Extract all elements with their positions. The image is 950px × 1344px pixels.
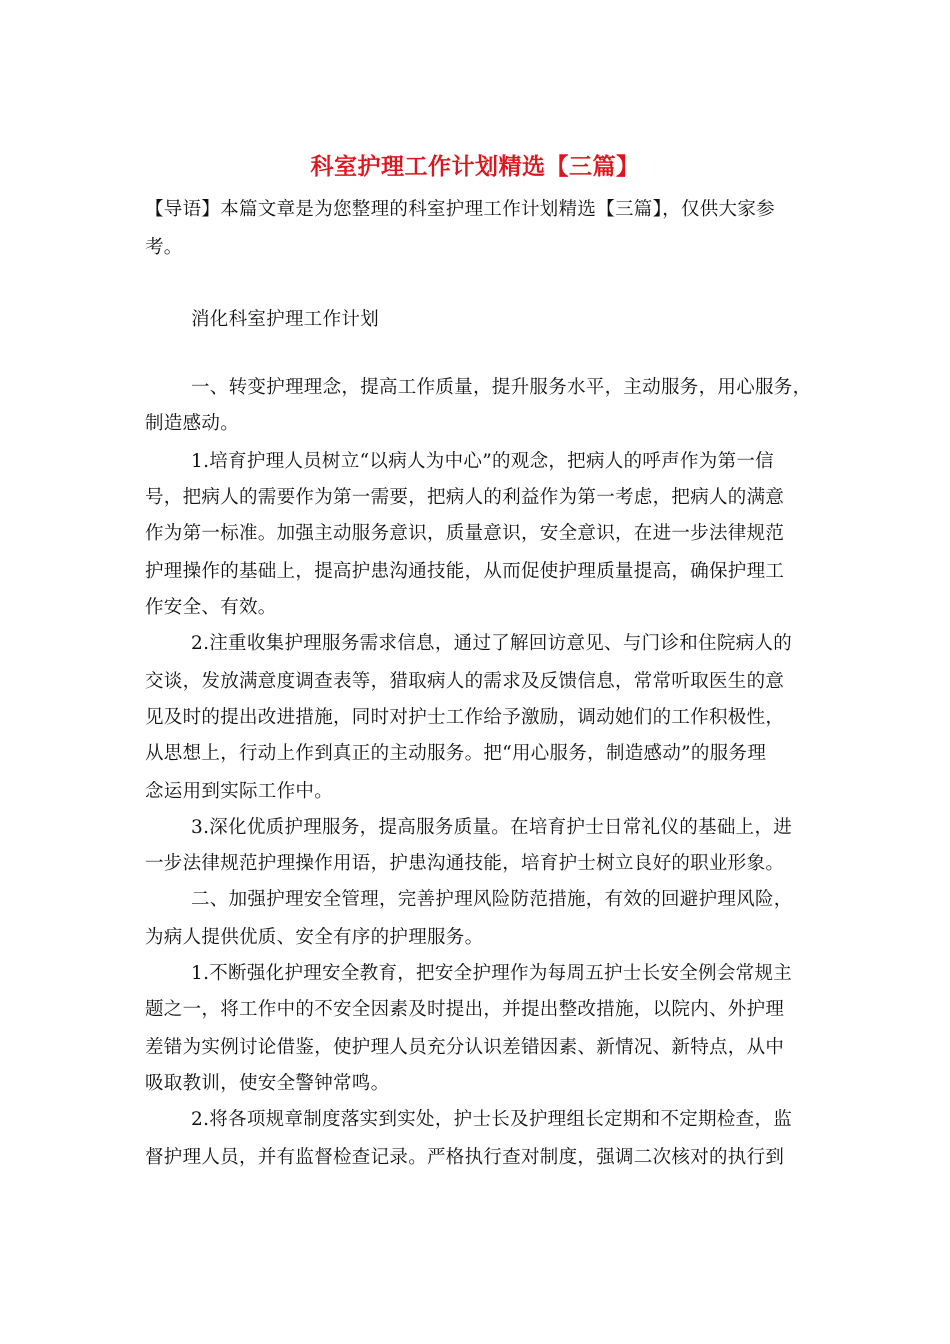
paragraph-line: 交谈，发放满意度调查表等，猎取病人的需求及反馈信息，常常听取医生的意 xyxy=(145,671,785,692)
paragraph-line: 一、转变护理理念，提高工作质量，提升服务水平，主动服务，用心服务， xyxy=(191,377,812,398)
paragraph-line: 1.培育护理人员树立“以病人为中心”的观念，把病人的呼声作为第一信 xyxy=(191,451,774,472)
intro-line-1: 【导语】本篇文章是为您整理的科室护理工作计划精选【三篇】，仅供大家参 xyxy=(145,199,775,220)
paragraph-line: 2.将各项规章制度落实到实处，护士长及护理组长定期和不定期检查，监 xyxy=(191,1109,793,1130)
paragraph-line: 护理操作的基础上，提高护患沟通技能，从而促使护理质量提高，确保护理工 xyxy=(145,561,785,582)
document-title: 科室护理工作计划精选【三篇】 xyxy=(310,153,640,180)
paragraph-line: 作为第一标准。加强主动服务意识，质量意识，安全意识，在进一步法律规范 xyxy=(145,523,785,544)
paragraph-line: 督护理人员，并有监督检查记录。严格执行查对制度，强调二次核对的执行到 xyxy=(145,1147,785,1168)
paragraph-line: 3.深化优质护理服务，提高服务质量。在培育护士日常礼仪的基础上，进 xyxy=(191,817,793,838)
intro-line-2: 考。 xyxy=(145,237,183,258)
paragraph-line: 1.不断强化护理安全教育，把安全护理作为每周五护士长安全例会常规主 xyxy=(191,963,793,984)
paragraph-line: 号，把病人的需要作为第一需要，把病人的利益作为第一考虑，把病人的满意 xyxy=(145,487,785,508)
paragraph-line: 差错为实例讨论借鉴，使护理人员充分认识差错因素、新情况、新特点，从中 xyxy=(145,1037,785,1058)
paragraph-line: 为病人提供优质、安全有序的护理服务。 xyxy=(145,927,484,948)
paragraph-line: 念运用到实际工作中。 xyxy=(145,781,334,802)
paragraph-line: 二、加强护理安全管理，完善护理风险防范措施，有效的回避护理风险， xyxy=(191,889,793,910)
paragraph-line: 一步法律规范护理操作用语，护患沟通技能，培育护士树立良好的职业形象。 xyxy=(145,853,785,874)
paragraph-line: 制造感动。 xyxy=(145,413,240,434)
paragraph-line: 吸取教训，使安全警钟常鸣。 xyxy=(145,1073,390,1094)
paragraph-line: 作安全、有效。 xyxy=(145,597,277,618)
section-heading: 消化科室护理工作计划 xyxy=(191,309,380,330)
paragraph-line: 2.注重收集护理服务需求信息，通过了解回访意见、与门诊和住院病人的 xyxy=(191,633,793,654)
paragraph-line: 题之一，将工作中的不安全因素及时提出，并提出整改措施，以院内、外护理 xyxy=(145,999,785,1020)
paragraph-line: 见及时的提出改进措施，同时对护士工作给予激励，调动她们的工作积极性， xyxy=(145,707,785,728)
paragraph-line: 从思想上，行动上作到真正的主动服务。把“用心服务，制造感动”的服务理 xyxy=(145,743,767,764)
